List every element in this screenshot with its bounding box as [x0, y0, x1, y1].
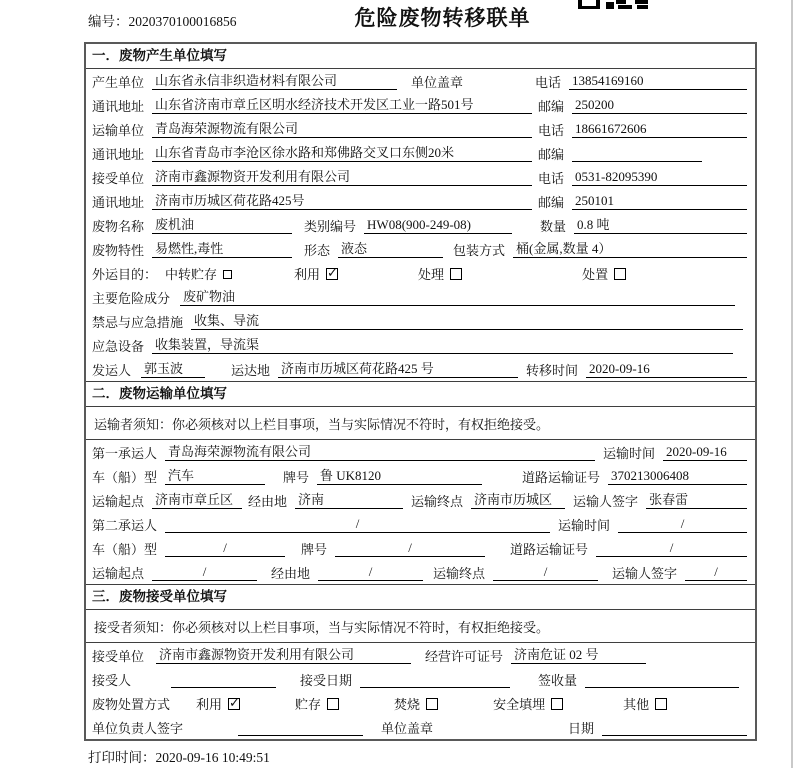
field-value: 鲁 UK8120 — [317, 469, 482, 485]
field-label: 运输终点 — [411, 494, 464, 509]
field-value: / — [165, 541, 285, 557]
field-label: 牌号 — [283, 470, 310, 485]
checkbox-field — [493, 697, 563, 712]
field-label: 禁忌与应急措施 — [92, 315, 184, 330]
field-label: 经由地 — [271, 566, 311, 581]
checkbox-label: 安全填埋 — [493, 697, 546, 712]
field-value: 济南市历城区 — [471, 493, 565, 509]
field-label: 类别编号 — [304, 219, 357, 234]
form-row — [86, 488, 755, 512]
checkbox-field — [295, 697, 339, 712]
field-value: 青岛海荣源物流有限公司 — [165, 445, 595, 461]
transfer-form-table — [84, 42, 757, 741]
serial-number: 2020370100016856 — [128, 14, 237, 29]
checkbox-unchecked-icon — [551, 698, 563, 710]
field-label: 发运人 — [92, 363, 132, 378]
form-row — [86, 93, 755, 117]
static-label: 单位盖章 — [411, 75, 464, 90]
form-row — [86, 333, 755, 357]
field-label: 接受单位 — [92, 171, 145, 186]
field-label: 单位负责人签字 — [92, 721, 184, 736]
checkbox-unchecked-icon — [327, 698, 339, 710]
field-label: 通讯地址 — [92, 147, 145, 162]
field-label: 第一承运人 — [92, 446, 158, 461]
form-row — [86, 464, 755, 488]
field-value: 桶(金属,数量 4） — [513, 242, 747, 258]
checkbox-field — [623, 697, 667, 712]
form-row — [86, 213, 755, 237]
form-row — [86, 512, 755, 536]
field-label: 道路运输证号 — [510, 542, 589, 557]
checkbox-field — [165, 267, 232, 282]
field-label: 邮编 — [538, 195, 565, 210]
field-label: 邮编 — [538, 99, 565, 114]
field-value: / — [685, 565, 747, 581]
field-value: 济南危证 02 号 — [511, 648, 646, 664]
form-row — [86, 237, 755, 261]
form-section — [86, 381, 755, 584]
field-label: 转移时间 — [526, 363, 579, 378]
field-value: 0531-82095390 — [572, 170, 747, 186]
checkbox-checked-icon — [228, 698, 240, 710]
checkbox-field — [418, 267, 462, 282]
field-label: 运输单位 — [92, 123, 145, 138]
form-row — [86, 261, 755, 285]
checkbox-label: 其他 — [623, 697, 650, 712]
field-value: 2020-09-16 — [586, 362, 747, 378]
field-label: 电话 — [538, 123, 565, 138]
form-row — [86, 560, 755, 584]
field-label: 运达地 — [231, 363, 271, 378]
field-label: 运输终点 — [433, 566, 486, 581]
checkbox-label: 焚烧 — [394, 697, 421, 712]
field-label: 接受人 — [92, 673, 132, 688]
print-time-value: 2020-09-16 10:49:51 — [155, 750, 270, 765]
serial-line — [88, 10, 237, 30]
checkbox-unchecked-icon — [223, 270, 232, 279]
checkbox-field — [582, 267, 626, 282]
checkbox-unchecked-icon — [614, 268, 626, 280]
field-label: 包装方式 — [453, 243, 506, 258]
field-value: 济南 — [295, 493, 403, 509]
field-label: 经营许可证号 — [425, 649, 504, 664]
checkbox-unchecked-icon — [450, 268, 462, 280]
form-row — [86, 440, 755, 464]
field-value: 山东省青岛市李沧区徐水路和郑佛路交叉口东侧20米 — [152, 146, 532, 162]
field-value: 0.8 吨 — [574, 218, 747, 234]
section-note: 接受者须知：你必须核对以上栏目事项，当与实际情况不符时，有权拒绝接受。 — [86, 610, 755, 643]
field-value: / — [335, 541, 485, 557]
field-value: 收集装置，导流渠 — [152, 338, 733, 354]
print-time-line — [88, 746, 270, 766]
qr-code-fragment — [578, 0, 652, 9]
field-value: 张春雷 — [646, 493, 747, 509]
field-value: 济南市章丘区 — [152, 493, 242, 509]
page-title: 危险废物转移联单 — [354, 7, 531, 30]
field-label: 运输时间 — [603, 446, 656, 461]
field-label: 运输人签字 — [573, 494, 639, 509]
field-label: 外运目的： — [92, 267, 158, 282]
field-label: 电话 — [535, 75, 562, 90]
form-row — [86, 667, 755, 691]
form-row — [86, 357, 755, 381]
field-label: 签收量 — [538, 673, 578, 688]
field-label: 电话 — [538, 171, 565, 186]
section-note: 运输者须知：你必须核对以上栏目事项，当与实际情况不符时，有权拒绝接受。 — [86, 407, 755, 440]
form-row — [86, 691, 755, 715]
field-value — [572, 147, 702, 162]
checkbox-label: 贮存 — [295, 697, 322, 712]
field-label: 日期 — [568, 721, 595, 736]
field-value: HW08(900-249-08) — [364, 218, 512, 234]
field-value: / — [596, 541, 747, 557]
field-label: 邮编 — [538, 147, 565, 162]
form-row — [86, 141, 755, 165]
checkbox-label: 处理 — [418, 267, 445, 282]
form-row — [86, 285, 755, 309]
field-value: / — [318, 565, 423, 581]
field-value: 13854169160 — [569, 74, 747, 90]
field-value: 250200 — [572, 98, 747, 114]
field-value: 易燃性,毒性 — [152, 242, 292, 258]
field-label: 通讯地址 — [92, 195, 145, 210]
field-value: 济南市历城区荷花路425 号 — [278, 362, 518, 378]
field-label: 废物特性 — [92, 243, 145, 258]
form-row — [86, 189, 755, 213]
field-value: 山东省济南市章丘区明水经济技术开发区工业一路501号 — [152, 98, 532, 114]
form-row — [86, 165, 755, 189]
serial-label: 编号： — [88, 14, 129, 29]
field-label: 第二承运人 — [92, 518, 158, 533]
checkbox-field — [196, 697, 240, 712]
checkbox-field — [294, 267, 338, 282]
field-label: 通讯地址 — [92, 99, 145, 114]
print-time-label: 打印时间： — [88, 750, 156, 765]
field-label: 运输时间 — [558, 518, 611, 533]
checkbox-field — [394, 697, 438, 712]
field-value: 济南市鑫源物资开发利用有限公司 — [152, 170, 532, 186]
field-value: / — [152, 565, 257, 581]
field-value — [238, 721, 363, 736]
field-label: 废物处置方式 — [92, 697, 171, 712]
field-value — [171, 673, 276, 688]
field-value: 370213006408 — [608, 469, 747, 485]
field-label: 车（船）型 — [92, 470, 158, 485]
form-section — [86, 584, 755, 739]
form-section — [86, 44, 755, 381]
field-label: 运输起点 — [92, 566, 145, 581]
form-row — [86, 69, 755, 93]
field-label: 道路运输证号 — [522, 470, 601, 485]
checkbox-label: 中转贮存 — [165, 267, 218, 282]
field-value: 液态 — [338, 242, 443, 258]
field-value — [585, 673, 739, 688]
form-row — [86, 309, 755, 333]
field-label: 产生单位 — [92, 75, 145, 90]
static-label: 单位盖章 — [381, 721, 434, 736]
section-header: 一．废物产生单位填写 — [86, 44, 755, 69]
field-label: 接受日期 — [300, 673, 353, 688]
field-label: 运输起点 — [92, 494, 145, 509]
page-edge-divider — [791, 0, 793, 768]
field-label: 主要危险成分 — [92, 291, 171, 306]
checkbox-checked-icon — [326, 268, 338, 280]
field-value: 250101 — [572, 194, 747, 210]
field-value: 废矿物油 — [180, 290, 735, 306]
field-value: / — [618, 517, 747, 533]
form-row — [86, 643, 755, 667]
field-value — [360, 673, 510, 688]
field-value: 济南市鑫源物资开发利用有限公司 — [156, 648, 411, 664]
field-value: 青岛海荣源物流有限公司 — [152, 122, 532, 138]
checkbox-unchecked-icon — [426, 698, 438, 710]
field-value: 济南市历城区荷花路425号 — [152, 194, 532, 210]
field-label: 形态 — [304, 243, 331, 258]
field-value: 汽车 — [165, 469, 265, 485]
field-value: 收集、导流 — [191, 314, 743, 330]
field-label: 经由地 — [248, 494, 288, 509]
field-value: / — [493, 565, 598, 581]
form-row — [86, 536, 755, 560]
checkbox-label: 处置 — [582, 267, 609, 282]
field-label: 牌号 — [301, 542, 328, 557]
checkbox-label: 利用 — [294, 267, 321, 282]
form-row — [86, 715, 755, 739]
section-header: 三．废物接受单位填写 — [86, 585, 755, 610]
field-label: 接受单位 — [92, 649, 145, 664]
checkbox-label: 利用 — [196, 697, 223, 712]
field-value: 18661672606 — [572, 122, 747, 138]
field-value: 郭玉波 — [141, 362, 205, 378]
field-value — [602, 721, 747, 736]
field-label: 废物名称 — [92, 219, 145, 234]
field-label: 应急设备 — [92, 339, 145, 354]
form-row — [86, 117, 755, 141]
field-value: / — [165, 517, 550, 533]
field-value: 2020-09-16 — [663, 445, 747, 461]
field-value: 废机油 — [152, 218, 292, 234]
field-label: 运输人签字 — [612, 566, 678, 581]
field-label: 车（船）型 — [92, 542, 158, 557]
checkbox-unchecked-icon — [655, 698, 667, 710]
section-header: 二．废物运输单位填写 — [86, 382, 755, 407]
field-value: 山东省永信非织造材料有限公司 — [152, 74, 397, 90]
field-label: 数量 — [540, 219, 567, 234]
